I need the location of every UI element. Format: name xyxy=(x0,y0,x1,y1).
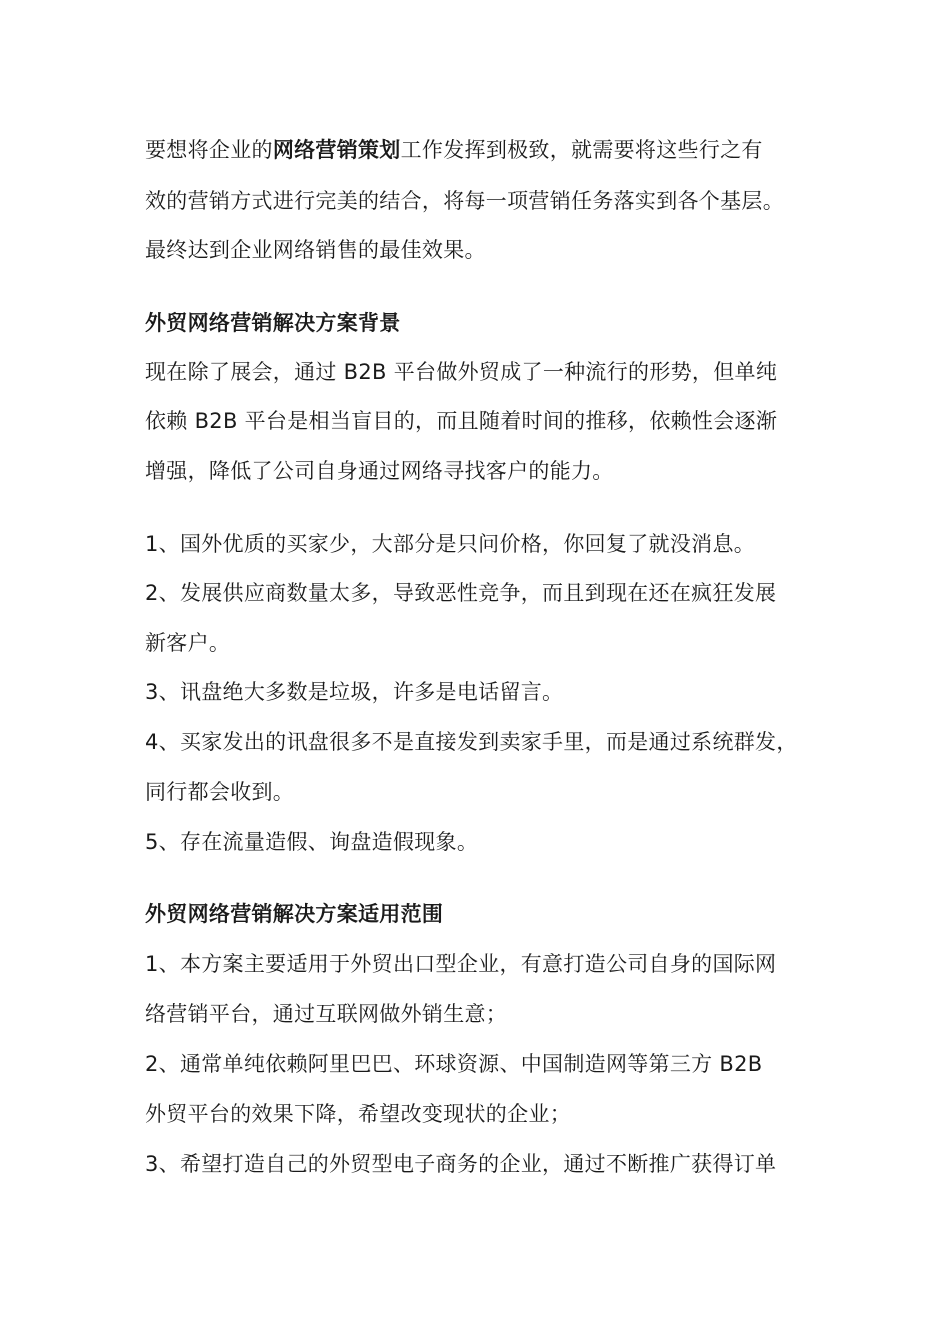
section1-heading: 外贸网络营销解决方案背景 xyxy=(145,311,401,335)
section1-para-line-1: 现在除了展会，通过 B2B 平台做外贸成了一种流行的形势，但单纯 xyxy=(145,360,778,384)
section1-list-item: 1、国外优质的买家少，大部分是只问价格，你回复了就没消息。 xyxy=(145,532,756,556)
section2-list-item: 外贸平台的效果下降，希望改变现状的企业； xyxy=(145,1102,571,1126)
section1-list-item: 新客户。 xyxy=(145,631,231,655)
section2-list-item: 2、通常单纯依赖阿里巴巴、环球资源、中国制造网等第三方 B2B xyxy=(145,1052,763,1076)
intro-bold-link-text: 网络营销策划 xyxy=(272,138,401,162)
section1-list-item: 3、讯盘绝大多数是垃圾，许多是电话留言。 xyxy=(145,680,564,704)
section2-list-item: 3、希望打造自己的外贸型电子商务的企业，通过不断推广获得订单 xyxy=(145,1152,777,1176)
section2-list-item: 1、本方案主要适用于外贸出口型企业，有意打造公司自身的国际网 xyxy=(145,952,777,976)
intro-text-post: 工作发挥到极致，就需要将这些行之有 xyxy=(400,138,763,162)
section1-list-item: 2、发展供应商数量太多，导致恶性竞争，而且到现在还在疯狂发展 xyxy=(145,581,777,605)
section2-list-item: 络营销平台，通过互联网做外销生意； xyxy=(145,1002,508,1026)
section2-heading: 外贸网络营销解决方案适用范围 xyxy=(145,902,444,926)
section1-list-item: 5、存在流量造假、询盘造假现象。 xyxy=(145,830,479,854)
intro-line-2: 效的营销方式进行完美的结合，将每一项营销任务落实到各个基层。 xyxy=(145,189,784,213)
intro-text-pre: 要想将企业的 xyxy=(145,138,273,162)
section1-para-line-3: 增强，降低了公司自身通过网络寻找客户的能力。 xyxy=(145,459,614,483)
section1-list-item: 4、买家发出的讯盘很多不是直接发到卖家手里，而是通过系统群发， xyxy=(145,730,798,754)
intro-line-3: 最终达到企业网络销售的最佳效果。 xyxy=(145,238,486,262)
section1-para-line-2: 依赖 B2B 平台是相当盲目的，而且随着时间的推移，依赖性会逐渐 xyxy=(145,409,778,433)
section1-list-item: 同行都会收到。 xyxy=(145,780,295,804)
intro-line-1 xyxy=(145,136,763,164)
